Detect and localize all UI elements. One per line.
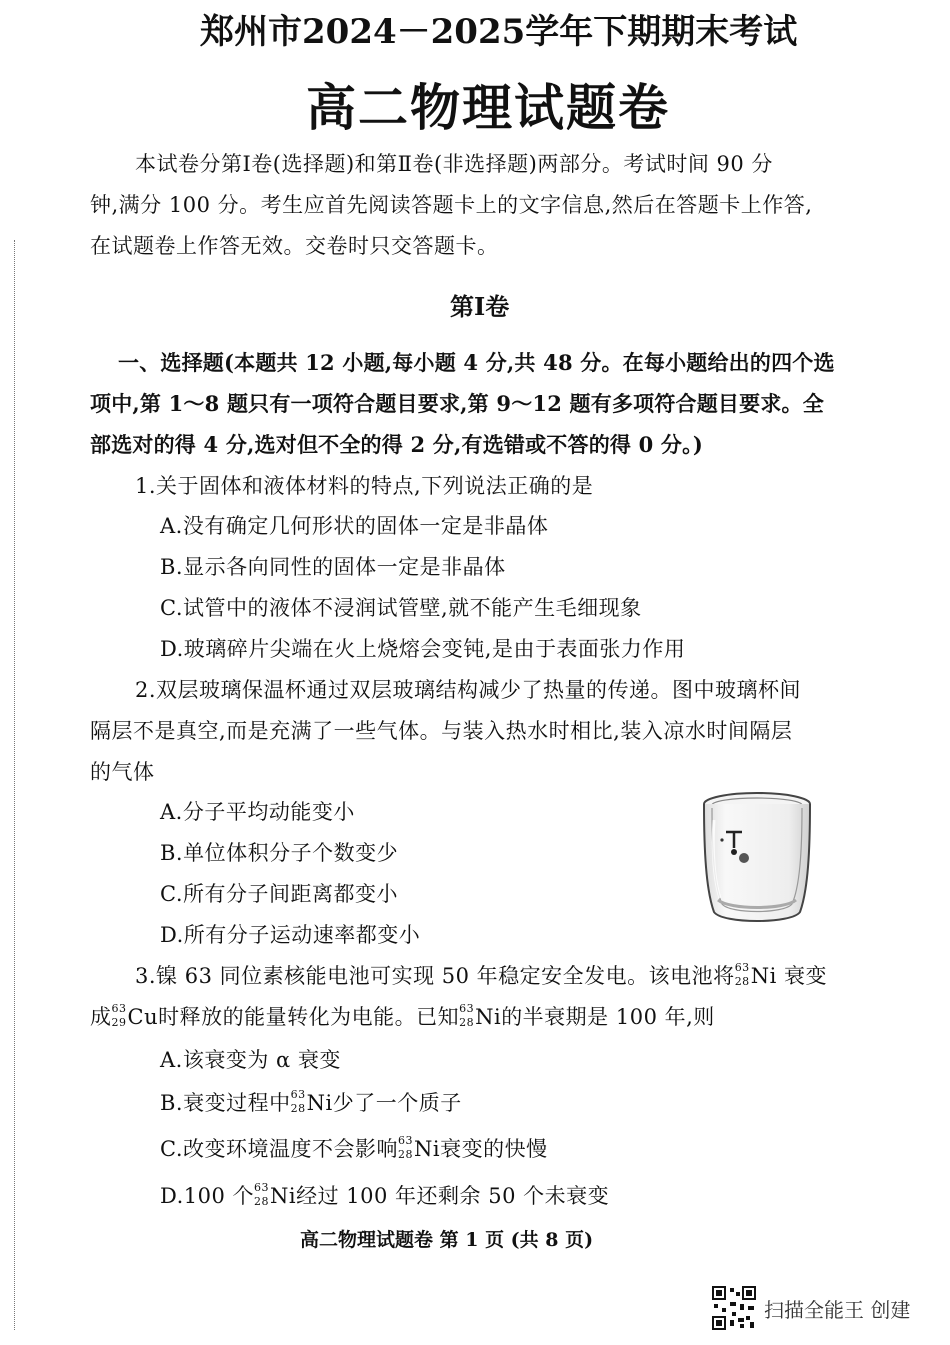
q3-option-b-end: 少了一个质子 bbox=[332, 1091, 462, 1115]
q3-option-d-start: D.100 个 bbox=[160, 1184, 255, 1208]
ni-atomic-number: 28 bbox=[254, 1195, 270, 1208]
cu-63-nuclide bbox=[111, 1002, 128, 1029]
ni-63-nuclide bbox=[398, 1134, 414, 1161]
q3-option-c bbox=[160, 1133, 548, 1163]
q3-stem-1 bbox=[135, 960, 827, 990]
q2-stem-2: 隔层不是真空,而是充满了一些气体。与装入热水时相比,装入凉水时间隔层 bbox=[90, 719, 793, 743]
intro-line-2: 钟,满分 100 分。考生应首先阅读答题卡上的文字信息,然后在答题卡上作答, bbox=[90, 193, 813, 217]
ni-63-nuclide bbox=[734, 961, 751, 988]
q3-option-b-start: B.衰变过程中 bbox=[160, 1091, 291, 1115]
ni-symbol: Ni bbox=[750, 964, 777, 988]
qr-code-icon bbox=[712, 1286, 756, 1330]
cu-atomic-number: 29 bbox=[111, 1016, 127, 1029]
ni-atomic-number: 28 bbox=[734, 975, 750, 988]
ni-atomic-number: 28 bbox=[290, 1102, 306, 1115]
q1-option-b: B.显示各向同性的固体一定是非晶体 bbox=[160, 555, 506, 579]
section-instructions-3: 部选对的得 4 分,选对但不全的得 2 分,有选错或不答的得 0 分。) bbox=[90, 432, 703, 457]
q3-option-b bbox=[160, 1087, 462, 1117]
ni-symbol: Ni bbox=[270, 1184, 297, 1208]
q2-option-d: D.所有分子运动速率都变小 bbox=[160, 923, 421, 947]
ni-mass-number: 63 bbox=[254, 1181, 270, 1194]
q3-option-a: A.该衰变为 α 衰变 bbox=[160, 1048, 341, 1072]
intro-line-1: 本试卷分第Ⅰ卷(选择题)和第Ⅱ卷(非选择题)两部分。考试时间 90 分 bbox=[135, 152, 773, 176]
exam-title: 郑州市2024－2025学年下期期末考试 bbox=[200, 12, 798, 52]
section-instructions-1: 一、选择题(本题共 12 小题,每小题 4 分,共 48 分。在每小题给出的四个选 bbox=[118, 350, 835, 375]
q2-stem-1: 2.双层玻璃保温杯通过双层玻璃结构减少了热量的传递。图中玻璃杯间 bbox=[135, 678, 802, 702]
q2-stem-3: 的气体 bbox=[90, 760, 155, 784]
ni-mass-number: 63 bbox=[734, 961, 750, 974]
q3-option-c-start: C.改变环境温度不会影响 bbox=[160, 1137, 398, 1161]
q3-stem-2-start: 成 bbox=[90, 1005, 112, 1029]
intro-line-3: 在试题卷上作答无效。交卷时只交答题卡。 bbox=[90, 234, 499, 258]
binding-margin-line bbox=[14, 240, 15, 1330]
ni-mass-number: 63 bbox=[459, 1002, 475, 1015]
ni-63-nuclide bbox=[290, 1088, 307, 1115]
q3-stem-2 bbox=[90, 1001, 715, 1031]
q3-option-d bbox=[160, 1180, 609, 1210]
q3-option-c-end: 衰变的快慢 bbox=[440, 1137, 548, 1161]
q1-stem: 1.关于固体和液体材料的特点,下列说法正确的是 bbox=[135, 474, 594, 498]
q3-stem-2-end: 的半衰期是 100 年,则 bbox=[501, 1005, 715, 1029]
ni-mass-number: 63 bbox=[398, 1134, 413, 1147]
q3-stem-1-text: 3.镍 63 同位素核能电池可实现 50 年稳定安全发电。该电池将 bbox=[135, 964, 735, 988]
cu-symbol: Cu bbox=[127, 1005, 159, 1029]
ni-symbol: Ni bbox=[475, 1005, 502, 1029]
ni-atomic-number: 28 bbox=[459, 1016, 475, 1029]
ni-atomic-number: 28 bbox=[398, 1148, 413, 1161]
paper-title: 高二物理试题卷 bbox=[306, 78, 670, 137]
q2-option-a: A.分子平均动能变小 bbox=[160, 800, 355, 824]
q3-stem-2-middle: 时释放的能量转化为电能。已知 bbox=[158, 1005, 460, 1029]
double-wall-glass-cup-image bbox=[700, 790, 815, 930]
section-instructions-2: 项中,第 1～8 题只有一项符合题目要求,第 9～12 题有多项符合题目要求。全 bbox=[90, 391, 824, 416]
q3-stem-1-end: 衰变 bbox=[783, 964, 827, 988]
ni-symbol: Ni bbox=[414, 1137, 441, 1161]
scanner-watermark-text: 扫描全能王 创建 bbox=[764, 1298, 911, 1322]
q2-option-c: C.所有分子间距离都变小 bbox=[160, 882, 398, 906]
ni-symbol: Ni bbox=[306, 1091, 333, 1115]
q1-option-c: C.试管中的液体不浸润试管壁,就不能产生毛细现象 bbox=[160, 596, 642, 620]
cu-mass-number: 63 bbox=[111, 1002, 127, 1015]
q1-option-d: D.玻璃碎片尖端在火上烧熔会变钝,是由于表面张力作用 bbox=[160, 637, 686, 661]
q3-option-d-end: 经过 100 年还剩余 50 个未衰变 bbox=[296, 1184, 610, 1208]
q1-option-a: A.没有确定几何形状的固体一定是非晶体 bbox=[160, 514, 549, 538]
section-title: 第Ⅰ卷 bbox=[450, 292, 510, 321]
ni-mass-number: 63 bbox=[290, 1088, 306, 1101]
ni-63-nuclide bbox=[254, 1181, 270, 1208]
page-footer: 高二物理试题卷 第 1 页 (共 8 页) bbox=[300, 1229, 594, 1251]
ni-63-nuclide bbox=[459, 1002, 475, 1029]
q2-option-b: B.单位体积分子个数变少 bbox=[160, 841, 399, 865]
